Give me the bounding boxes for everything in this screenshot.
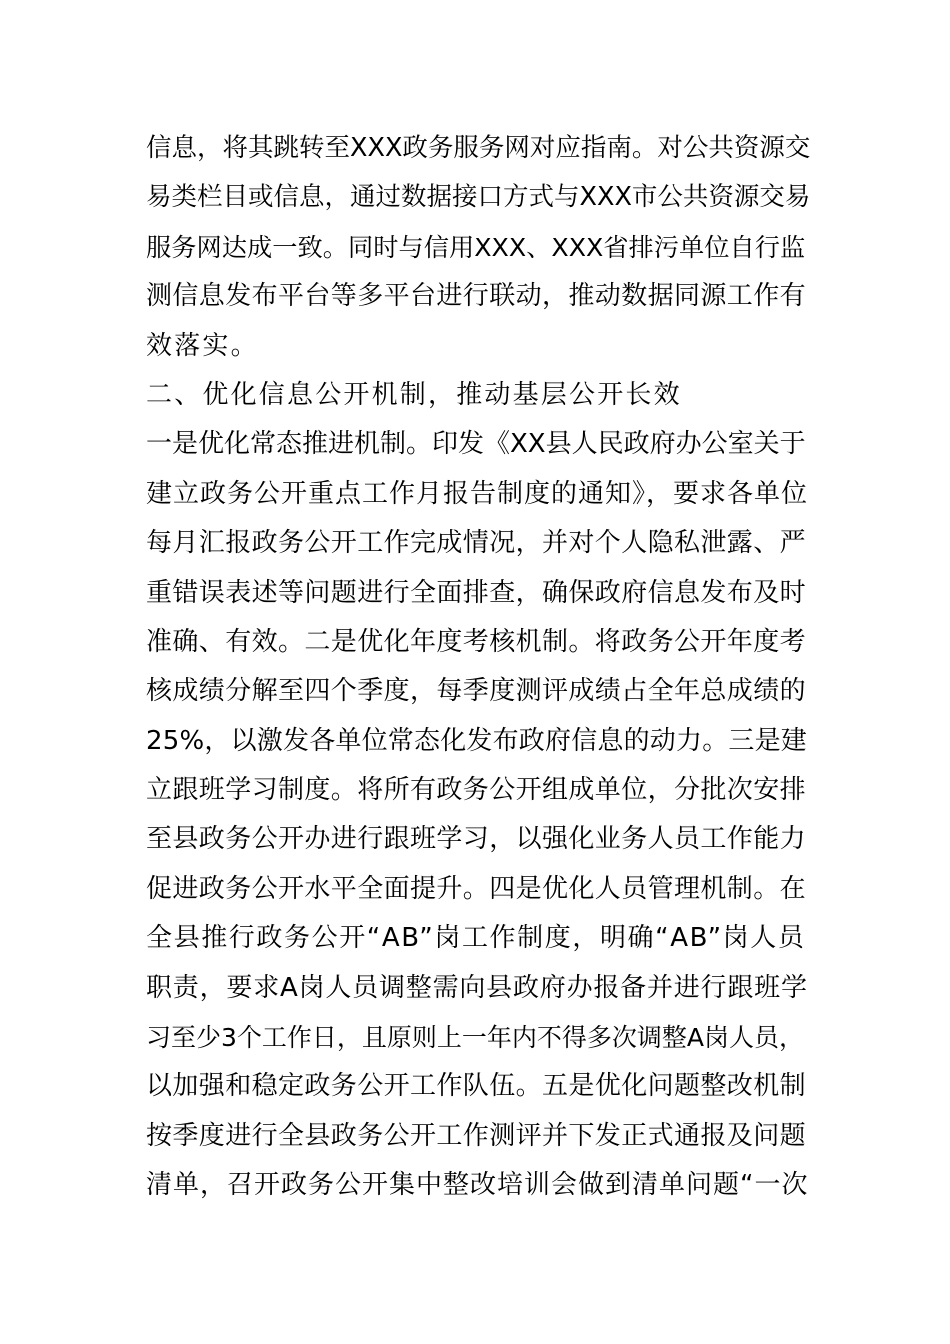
- body-line: 职责，要求A岗人员调整需向县政府办报备并进行跟班学: [146, 972, 808, 1003]
- body-line: 测信息发布平台等多平台进行联动，推动数据同源工作有: [146, 281, 807, 312]
- body-line: 一是优化常态推进机制。印发《XX县人民政府办公室关于: [146, 429, 806, 460]
- body-line: 促进政务公开水平全面提升。四是优化人员管理机制。在: [146, 873, 807, 904]
- body-line: 立跟班学习制度。将所有政务公开组成单位，分批次安排: [146, 775, 807, 806]
- body-line: 全县推行政务公开“AB”岗工作制度，明确“AB”岗人员: [146, 923, 806, 954]
- body-line: 清单，召开政务公开集中整改培训会做到清单问题“一次: [146, 1170, 809, 1201]
- body-line: 易类栏目或信息，通过数据接口方式与XXX市公共资源交易: [146, 182, 811, 213]
- body-line: 按季度进行全县政务公开工作测评并下发正式通报及问题: [146, 1120, 807, 1151]
- body-line: 每月汇报政务公开工作完成情况，并对个人隐私泄露、严: [146, 528, 807, 559]
- body-line: 准确、有效。二是优化年度考核机制。将政务公开年度考: [146, 626, 807, 657]
- body-line: 习至少3个工作日，且原则上一年内不得多次调整A岗人员，: [146, 1023, 805, 1053]
- body-line: 以加强和稳定政务公开工作队伍。五是优化问题整改机制: [146, 1071, 807, 1102]
- document-body: [146, 124, 810, 1211]
- body-line: 建立政务公开重点工作月报告制度的通知》，要求各单位: [146, 478, 809, 509]
- body-line: 25%，以激发各单位常态化发布政府信息的动力。三是建: [146, 725, 807, 756]
- section-heading: 二、优化信息公开机制，推动基层公开长效: [146, 379, 682, 410]
- body-line: 信息，将其跳转至XXX政务服务网对应指南。对公共资源交: [146, 133, 811, 163]
- body-line: 效落实。: [146, 330, 259, 361]
- body-line: 至县政务公开办进行跟班学习，以强化业务人员工作能力: [146, 824, 807, 855]
- body-line: 核成绩分解至四个季度，每季度测评成绩占全年总成绩的: [146, 676, 807, 707]
- body-line: 服务网达成一致。同时与信用XXX、XXX省排污单位自行监: [146, 232, 806, 262]
- body-line: 重错误表述等问题进行全面排查，确保政府信息发布及时: [146, 577, 807, 608]
